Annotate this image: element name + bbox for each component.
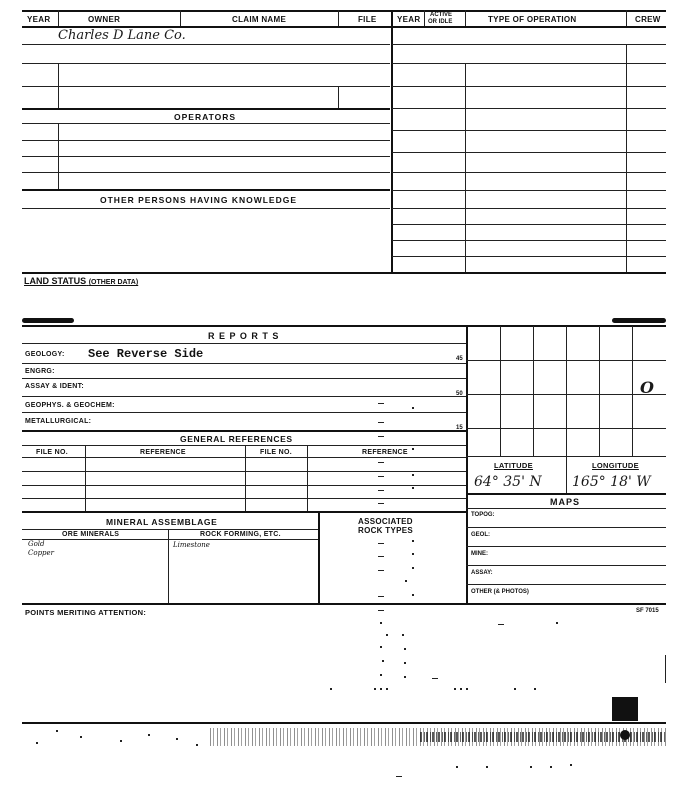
registration-block [612,697,638,721]
row-line [22,44,390,45]
col-active-header-1: ACTIVE [430,12,453,18]
grid-col [632,326,633,456]
maps-other: OTHER (& PHOTOS) [471,589,529,595]
row-line [22,63,390,64]
col-div [307,445,308,511]
row-line [392,108,666,109]
row-line [22,430,466,432]
row-div [58,64,59,108]
col-active-header-2: OR IDLE [428,19,453,25]
maps-mine: MINE: [471,551,488,557]
assay-num: 50 [456,391,463,397]
row-line [22,539,318,540]
metallurgical-label: METALLURGICAL: [25,418,92,425]
owner-entry: Charles D Lane Co. [58,28,186,43]
row-line [22,485,466,486]
grid-col [533,326,534,456]
row-line [22,529,318,530]
row-line [22,208,390,209]
col-crew-header: CREW [635,15,661,24]
metallurgical-num: 15 [456,425,463,431]
grid-row [466,360,666,361]
row-line [22,378,466,379]
row-line [22,272,666,274]
row-line [22,412,466,413]
row-line [466,546,666,547]
rock-entry-limestone: Limestone [173,541,210,549]
ref-col-file-2: FILE NO. [260,449,292,456]
longitude-value: 165° 18' W [572,474,651,490]
longitude-label: LONGITUDE [592,461,639,470]
row-line [22,457,466,458]
row-line [392,44,666,45]
center-divider [391,10,393,272]
grid-row [466,428,666,429]
hdr-div [58,10,59,26]
ref-col-ref-2: REFERENCE [362,449,408,456]
land-status-sub: (OTHER DATA) [88,279,139,286]
smudge-left [22,318,74,323]
ref-col-file-1: FILE NO. [36,449,68,456]
row-line [22,445,466,446]
ore-minerals-header: ORE MINERALS [62,531,120,538]
col-type-op-header: TYPE OF OPERATION [488,15,577,24]
row-line [22,343,466,344]
maps-assay: ASSAY: [471,570,493,576]
rock-forming-header: ROCK FORMING, ETC. [200,531,281,538]
col-div [245,445,246,511]
row-line [22,511,466,513]
row-line [22,498,466,499]
geophys-label: GEOPHYS. & GEOCHEM: [25,402,115,409]
col-year2-header: YEAR [397,15,421,24]
col-div [626,44,627,272]
col-year-header: YEAR [27,15,51,24]
row-line [22,471,466,472]
hdr-div [626,10,627,26]
land-status-title: LAND STATUS [24,276,87,286]
row-line [466,565,666,566]
general-references-header: GENERAL REFERENCES [180,434,293,444]
row-line [392,63,666,64]
points-meriting-label: POINTS MERITING ATTENTION: [25,608,147,617]
assay-label: ASSAY & IDENT: [25,383,85,390]
row-line [392,240,666,241]
hdr-div [424,10,425,26]
row-line [392,172,666,173]
scan-blot [620,730,630,740]
operators-header: OPERATORS [174,112,237,122]
hdr-div [338,10,339,26]
col-div [318,511,320,603]
row-line [22,156,390,157]
associated-header-1: ASSOCIATED [358,517,413,526]
row-line [22,189,390,191]
grid-col [566,326,567,456]
row-line [466,508,666,509]
reports-top-border [22,325,666,327]
latitude-label: LATITUDE [494,461,533,470]
grid-col [599,326,600,456]
row-line [22,108,390,110]
latitude-value: 64° 35' N [474,474,542,490]
reports-header: R E P O R T S [208,331,280,341]
maps-top-border [466,493,666,495]
maps-geol: GEOL: [471,532,490,538]
col-owner-header: OWNER [88,15,121,24]
land-status-label [24,276,138,286]
footer-line [22,722,666,724]
top-border [22,10,666,12]
grid-row [466,394,666,395]
row-line [466,584,666,585]
row-line [392,208,666,209]
latlong-divider [566,457,567,493]
ore-entry-gold: Gold [28,540,45,548]
row-line [392,152,666,153]
maps-header: MAPS [550,497,581,507]
bottom-border [22,603,666,605]
row-line [392,224,666,225]
geology-label: GEOLOGY: [25,351,65,358]
row-line [392,86,666,87]
row-line [466,527,666,528]
row-line [392,130,666,131]
row-line [392,256,666,257]
grid-mark: O [640,378,654,397]
hdr-div [180,10,181,26]
geology-value: See Reverse Side [88,347,204,361]
row-line [22,172,390,173]
smudge-right [612,318,666,323]
other-persons-header: OTHER PERSONS HAVING KNOWLEDGE [100,195,298,205]
grid-left-border [466,325,468,603]
col-claim-name-header: CLAIM NAME [232,15,287,24]
row-line [22,140,390,141]
ore-entry-copper: Copper [28,549,55,557]
geology-num: 45 [456,356,463,362]
maps-topog: TOPOG: [471,512,495,518]
col-div [85,445,86,511]
row-line [22,123,390,124]
row-line [22,396,466,397]
col-div [465,64,466,272]
hdr-div [465,10,466,26]
col-file-header: FILE [358,15,377,24]
row-div [58,123,59,189]
engrg-label: ENGRG: [25,368,55,375]
row-div [338,86,339,108]
row-line [22,363,466,364]
row-line [392,190,666,191]
row-line [22,86,390,87]
ref-col-ref-1: REFERENCE [140,449,186,456]
mineral-assemblage-header: MINERAL ASSEMBLAGE [106,517,218,527]
col-div [168,529,169,603]
grid-col [500,326,501,456]
associated-header-2: ROCK TYPES [358,526,414,535]
form-number: SF 7015 [636,608,659,614]
